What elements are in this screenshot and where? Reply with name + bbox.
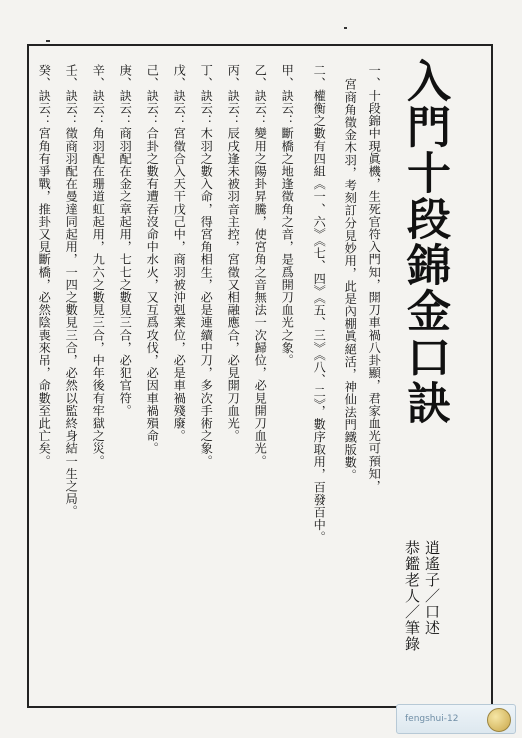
- author-recorder: 恭鑑老人／筆錄: [403, 540, 421, 652]
- entry-yi: 乙、訣云：變用之陽卦昇騰，使宮角之音無法一次歸位，必見開刀血光。: [253, 64, 268, 468]
- entry-bing: 丙、訣云：辰戌逢未被羽音主控，宮徵又相融應合，必見開刀血光。: [226, 64, 241, 442]
- entry-gui: 癸、訣云：宮角有爭戰，推卦又見斷橋，必然陰喪來吊，命數至此亡矣。: [37, 64, 52, 468]
- watermark-text: fengshui-12: [405, 714, 459, 724]
- entry-jia: 甲、訣云：斷橋之地逢徵角之音，是爲開刀血光之象。: [280, 64, 295, 367]
- entry-xin: 辛、訣云：角羽配在珊道虹起用，九六之數見三合，中年後有牢獄之災。: [91, 64, 106, 468]
- entry-two: 二、權衡之數有四組《一、六》《七、四》《五、三》《八、二》，數序取用，百發百中。: [312, 64, 327, 544]
- intro-line-1: 一、十段錦中現眞機，生死官符入門知，開刀車禍八卦顯，君家血光可預知，: [367, 64, 382, 493]
- entry-geng: 庚、訣云：商羽配在金之章起用，七七之數見三合，必犯官符。: [118, 64, 133, 417]
- entry-wu: 戊、訣云：宮徵合入天干戊己中，商羽被沖剋業位，必是車禍殘廢。: [172, 64, 187, 442]
- page-title: 入門十段錦金口訣: [399, 58, 450, 426]
- intro-line-2: 宮商角徵金木羽，考刻訂分見妙用，此是內棚眞絕活，神仙法門鐵版數。: [343, 78, 358, 482]
- author-narrator: 逍遙子／口述: [423, 540, 441, 636]
- ink-speck: [344, 27, 347, 29]
- site-watermark: [396, 704, 516, 734]
- entry-ding: 丁、訣云：木羽之數入命，得宮角相生，必是連續中刀，多次手術之象。: [199, 64, 214, 468]
- entry-ren: 壬、訣云：徵商羽配在曼達同起用，一四之數見三合，必然以監終身結一生之局。: [64, 64, 79, 518]
- entry-ji: 己、訣云：合卦之數有遭吞沒命中水火，又互爲攻伐，必因車禍殞命。: [145, 64, 160, 455]
- yin-yang-icon: [487, 708, 511, 732]
- ink-speck: [46, 40, 50, 42]
